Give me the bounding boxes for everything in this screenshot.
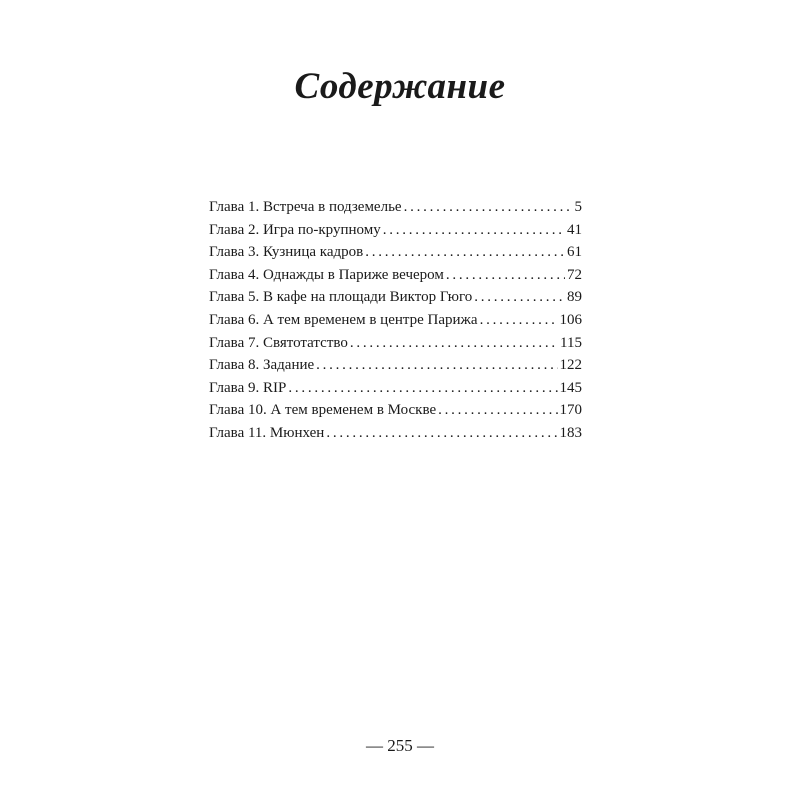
toc-entry-page: 106 <box>559 311 582 328</box>
toc-entry-label: Глава 11. Мюнхен <box>209 424 325 441</box>
dot-leader <box>474 286 565 309</box>
dot-leader <box>326 422 557 445</box>
toc-entry <box>209 377 582 400</box>
toc-entry-page: 5 <box>574 199 582 215</box>
dot-leader <box>446 264 565 287</box>
toc-entry-page: 61 <box>567 244 582 261</box>
toc-entry <box>209 422 582 445</box>
toc-entry-page: 145 <box>559 379 582 396</box>
dot-leader <box>438 399 557 422</box>
toc-entry-label: Глава 8. Задание <box>209 357 315 374</box>
toc-entry-label: Глава 7. Святотатство <box>209 334 348 351</box>
toc-entry <box>209 286 582 309</box>
toc-entry <box>209 332 582 355</box>
dot-leader <box>316 354 557 377</box>
toc-entry <box>209 399 582 422</box>
toc-entry-label: Глава 3. Кузница кадров <box>209 244 364 261</box>
toc-entry-page: 72 <box>567 266 582 283</box>
toc-entry-label: Глава 6. А тем временем в центре Парижа <box>209 311 478 328</box>
toc-entry-label: Глава 9. RIP <box>209 379 287 396</box>
dot-leader <box>383 219 565 242</box>
toc-entry-page: 122 <box>559 357 582 374</box>
toc-entry-label: Глава 5. В кафе на площади Виктор Гюго <box>209 289 473 306</box>
page-number: — 255 — <box>366 736 434 755</box>
dot-leader <box>288 377 557 400</box>
toc-entry <box>209 219 582 242</box>
toc-entry <box>209 309 582 332</box>
dot-leader <box>365 241 565 264</box>
toc-entry-label: Глава 2. Игра по-крупному <box>209 221 381 238</box>
toc-entry-label: Глава 1. Встреча в подземелье <box>209 199 402 215</box>
toc-entry <box>209 241 582 264</box>
toc-entry-page: 89 <box>567 289 582 306</box>
toc-entry <box>209 354 582 377</box>
toc-entry <box>209 264 582 287</box>
toc-entry-page: 41 <box>567 221 582 238</box>
toc-entry-label: Глава 4. Однажды в Париже вечером <box>209 266 444 283</box>
dot-leader <box>350 332 558 355</box>
toc-entry-page: 115 <box>560 334 582 351</box>
toc-entry-page: 170 <box>559 402 582 419</box>
page-title: Содержание <box>294 66 506 107</box>
toc-entry-page: 183 <box>559 424 582 441</box>
toc-entry <box>209 196 582 219</box>
dot-leader <box>404 196 573 219</box>
table-of-contents <box>209 196 582 445</box>
dot-leader <box>480 309 558 332</box>
toc-entry-label: Глава 10. А тем временем в Москве <box>209 402 437 419</box>
